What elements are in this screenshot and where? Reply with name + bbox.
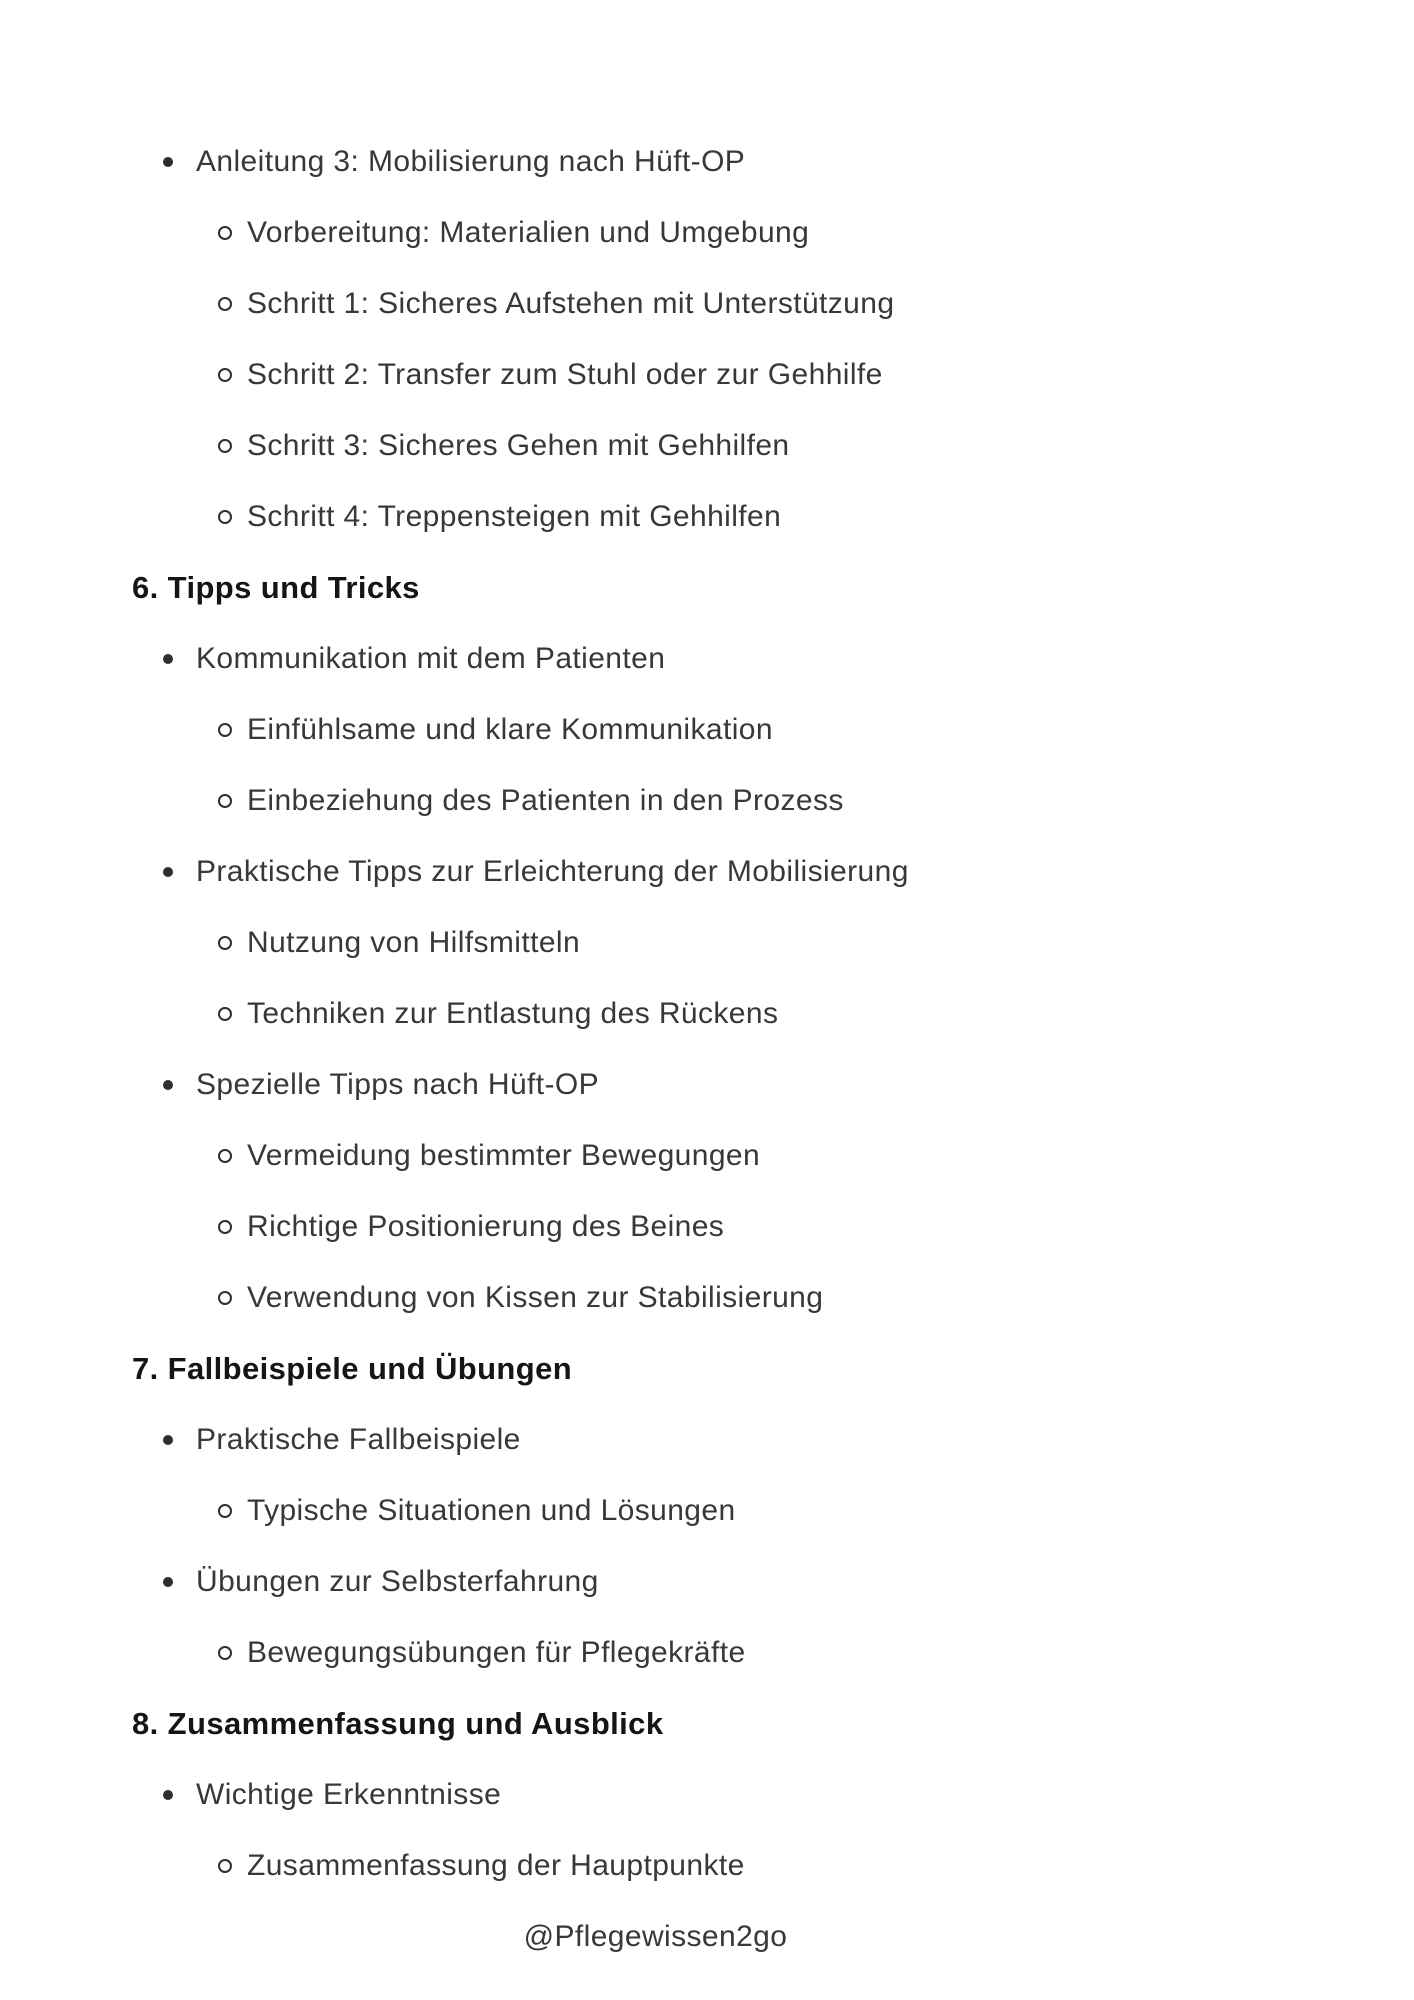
outline-item-text: Einfühlsame und klare Kommunikation — [247, 712, 773, 746]
outline-item — [0, 1404, 1414, 1475]
outline-subitem — [0, 481, 1414, 552]
outline-item-text: Wichtige Erkenntnisse — [196, 1777, 502, 1811]
bullet-circle-icon — [218, 1149, 232, 1163]
outline-item-text: Verwendung von Kissen zur Stabilisierung — [247, 1280, 824, 1314]
bullet-dot-icon — [163, 867, 173, 877]
outline-item-text: Anleitung 3: Mobilisierung nach Hüft-OP — [196, 144, 746, 178]
outline-item-text: Richtige Positionierung des Beines — [247, 1209, 725, 1243]
bullet-circle-icon — [218, 439, 232, 453]
section-heading-text: 6. Tipps und Tricks — [132, 569, 420, 605]
outline-subitem — [0, 339, 1414, 410]
outline-item-text: Schritt 4: Treppensteigen mit Gehhilfen — [247, 499, 782, 533]
outline-item-text: Vorbereitung: Materialien und Umgebung — [247, 215, 810, 249]
outline-subitem — [0, 1830, 1414, 1901]
bullet-circle-icon — [218, 723, 232, 737]
bullet-dot-icon — [163, 1790, 173, 1800]
section-heading-text: 7. Fallbeispiele und Übungen — [132, 1350, 573, 1386]
outline-subitem — [0, 1475, 1414, 1546]
bullet-dot-icon — [163, 654, 173, 664]
bullet-circle-icon — [218, 1291, 232, 1305]
outline-subitem — [0, 978, 1414, 1049]
outline-item-text: Praktische Fallbeispiele — [196, 1422, 521, 1456]
bullet-dot-icon — [163, 1080, 173, 1090]
bullet-dot-icon — [163, 157, 173, 167]
outline-item-text: Einbeziehung des Patienten in den Prozess — [247, 783, 844, 817]
outline-subitem — [0, 765, 1414, 836]
outline-item-text: Typische Situationen und Lösungen — [247, 1493, 736, 1527]
bullet-circle-icon — [218, 368, 232, 382]
bullet-circle-icon — [218, 936, 232, 950]
outline-item — [0, 126, 1414, 197]
outline-subitem — [0, 1262, 1414, 1333]
bullet-dot-icon — [163, 1577, 173, 1587]
footer-handle: @Pflegewissen2go — [523, 1919, 788, 1953]
section-heading-7 — [0, 1333, 1414, 1404]
outline-item-text: Schritt 2: Transfer zum Stuhl oder zur Gehhilfe — [247, 357, 883, 391]
bullet-circle-icon — [218, 1504, 232, 1518]
outline-subitem — [0, 268, 1414, 339]
outline-subitem — [0, 410, 1414, 481]
outline-item — [0, 623, 1414, 694]
bullet-circle-icon — [218, 1007, 232, 1021]
outline-item-text: Kommunikation mit dem Patienten — [196, 641, 666, 675]
section-heading-8 — [0, 1688, 1414, 1759]
bullet-circle-icon — [218, 794, 232, 808]
bullet-circle-icon — [218, 510, 232, 524]
outline-item — [0, 836, 1414, 907]
outline-item-text: Zusammenfassung der Hauptpunkte — [247, 1848, 745, 1882]
bullet-circle-icon — [218, 1859, 232, 1873]
section-heading-6 — [0, 552, 1414, 623]
outline-subitem — [0, 1191, 1414, 1262]
bullet-circle-icon — [218, 1220, 232, 1234]
outline-item-text: Bewegungsübungen für Pflegekräfte — [247, 1635, 746, 1669]
bullet-circle-icon — [218, 1646, 232, 1660]
bullet-circle-icon — [218, 226, 232, 240]
outline-item — [0, 1759, 1414, 1830]
outline-item-text: Schritt 3: Sicheres Gehen mit Gehhilfen — [247, 428, 790, 462]
outline-item-text: Nutzung von Hilfsmitteln — [247, 925, 581, 959]
outline-item — [0, 1049, 1414, 1120]
outline-item — [0, 1546, 1414, 1617]
section-heading-text: 8. Zusammenfassung und Ausblick — [132, 1705, 664, 1741]
bullet-circle-icon — [218, 297, 232, 311]
outline-item-text: Übungen zur Selbsterfahrung — [196, 1564, 599, 1598]
outline-subitem — [0, 1617, 1414, 1688]
outline-item-text: Spezielle Tipps nach Hüft-OP — [196, 1067, 600, 1101]
outline-subitem — [0, 907, 1414, 978]
outline-item-text: Techniken zur Entlastung des Rückens — [247, 996, 779, 1030]
footer — [0, 1901, 1198, 1972]
outline-item-text: Praktische Tipps zur Erleichterung der Mobilisierung — [196, 854, 909, 888]
outline-item-text: Vermeidung bestimmter Bewegungen — [247, 1138, 761, 1172]
bullet-dot-icon — [163, 1435, 173, 1445]
outline-subitem — [0, 197, 1414, 268]
outline-subitem — [0, 694, 1414, 765]
outline-subitem — [0, 1120, 1414, 1191]
outline-item-text: Schritt 1: Sicheres Aufstehen mit Unterstützung — [247, 286, 895, 320]
